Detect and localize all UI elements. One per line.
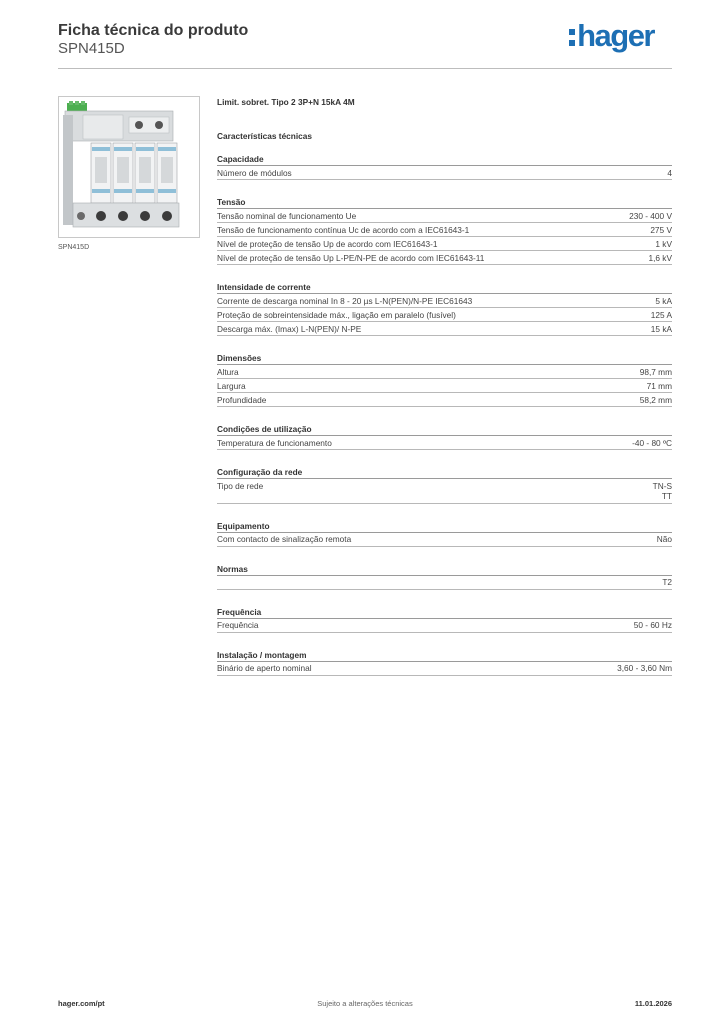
- spec-value-line: 1 kV: [655, 238, 672, 249]
- spec-row: [217, 576, 672, 590]
- spec-row: [217, 209, 672, 223]
- spec-row: [217, 479, 672, 504]
- spec-value: [634, 620, 672, 631]
- spec-value-line: 98,7 mm: [639, 366, 672, 377]
- spec-row: [217, 662, 672, 676]
- spec-value: [653, 481, 672, 502]
- section-title: Instalação / montagem: [217, 649, 672, 662]
- spec-label: Tipo de rede: [217, 480, 264, 491]
- spec-label: Nível de proteção de tensão Up de acordo com IEC61643-1: [217, 238, 438, 249]
- spec-section: [217, 649, 672, 676]
- spec-label: Tensão de funcionamento contínua Uc de acordo com a IEC61643-1: [217, 224, 470, 235]
- section-title: Configuração da rede: [217, 466, 672, 479]
- section-title: Intensidade de corrente: [217, 281, 672, 294]
- spec-row: [217, 379, 672, 393]
- page-header: [58, 20, 672, 70]
- spec-section: [217, 606, 672, 633]
- spec-value-line: 1,6 kV: [648, 252, 672, 263]
- spec-row: [217, 166, 672, 180]
- spec-value: [647, 381, 672, 392]
- spec-row: [217, 294, 672, 308]
- spec-section: [217, 423, 672, 450]
- footer-date: 11.01.2026: [634, 999, 672, 1008]
- section-title: Equipamento: [217, 520, 672, 533]
- spec-label: Frequência: [217, 620, 259, 630]
- spec-value: [655, 296, 672, 307]
- spec-value-line: -40 - 80 ºC: [632, 437, 672, 448]
- spec-value: [655, 239, 672, 250]
- logo-dots-icon: [569, 29, 576, 48]
- spec-row: [217, 365, 672, 379]
- spec-value-line: 58,2 mm: [639, 394, 672, 405]
- spec-label: Descarga máx. (Imax) L-N(PEN)/ N-PE: [217, 323, 362, 334]
- spec-row: [217, 308, 672, 322]
- footer-notice: Sujeito a alterações técnicas: [317, 999, 413, 1008]
- spec-value-line: 3,60 - 3,60 Nm: [617, 663, 672, 673]
- spec-section: [217, 281, 672, 336]
- spec-row: [217, 436, 672, 450]
- spec-value-line: 5 kA: [655, 295, 672, 306]
- spec-label: Temperatura de funcionamento: [217, 437, 332, 448]
- spec-row: [217, 237, 672, 251]
- spec-value: [650, 225, 672, 236]
- spec-value: [662, 577, 672, 588]
- spec-value-line: T2: [662, 577, 672, 587]
- product-image: [58, 96, 200, 238]
- spec-value-line: TT: [661, 491, 672, 501]
- spec-value: [648, 253, 672, 264]
- spec-row: [217, 322, 672, 336]
- logo-text: hager: [577, 18, 654, 53]
- spec-value: [651, 324, 672, 335]
- header-divider: [58, 68, 672, 69]
- product-image-caption: SPN415D: [58, 244, 90, 251]
- spec-label: Nível de proteção de tensão Up L-PE/N-PE de acordo com IEC61643-11: [217, 252, 485, 263]
- spec-value-line: 4: [667, 167, 672, 178]
- section-title: Dimensões: [217, 352, 672, 365]
- spec-value-line: Não: [656, 534, 672, 544]
- page-title: Ficha técnica do produto: [58, 22, 249, 39]
- section-title: Capacidade: [217, 153, 672, 166]
- spec-row: [217, 223, 672, 237]
- spec-value: [651, 310, 672, 321]
- spec-value: [640, 395, 672, 406]
- brand-logo: [569, 18, 654, 54]
- spec-value-line: TN-S: [652, 480, 672, 491]
- spec-label: Número de módulos: [217, 167, 292, 178]
- spec-sections: [217, 153, 672, 676]
- spec-section: [217, 196, 672, 265]
- spec-section: [217, 563, 672, 590]
- spec-label: Binário de aperto nominal: [217, 663, 312, 673]
- surge-protector-image: [59, 97, 199, 237]
- spec-value: [629, 211, 672, 222]
- spec-value: [667, 168, 672, 179]
- spec-label: Profundidade: [217, 394, 267, 405]
- spec-row: [217, 533, 672, 547]
- spec-section: [217, 352, 672, 407]
- spec-label: Com contacto de sinalização remota: [217, 534, 352, 544]
- section-title: Frequência: [217, 606, 672, 619]
- spec-label: Altura: [217, 366, 239, 377]
- spec-value-line: 275 V: [650, 224, 672, 235]
- spec-label: Largura: [217, 380, 246, 391]
- spec-value-line: 50 - 60 Hz: [633, 620, 672, 630]
- spec-value: [617, 663, 672, 674]
- section-title: Normas: [217, 563, 672, 576]
- spec-row: [217, 251, 672, 265]
- spec-row: [217, 393, 672, 407]
- spec-value-line: 15 kA: [650, 323, 672, 334]
- spec-section: [217, 153, 672, 180]
- spec-label: Proteção de sobreintensidade máx., ligação em paralelo (fusível): [217, 309, 456, 320]
- product-description: Limit. sobret. Tipo 2 3P+N 15kA 4M: [217, 97, 355, 107]
- footer-website: hager.com/pt: [58, 999, 105, 1008]
- technical-sheet: [217, 97, 672, 676]
- product-reference: SPN415D: [58, 40, 125, 57]
- spec-row: [217, 619, 672, 633]
- spec-value-line: 125 A: [650, 309, 672, 320]
- section-title: Condições de utilização: [217, 423, 672, 436]
- spec-label: Tensão nominal de funcionamento Ue: [217, 210, 357, 221]
- spec-value: [657, 534, 672, 545]
- spec-value: [632, 438, 672, 449]
- spec-value: [640, 367, 672, 378]
- section-title: Tensão: [217, 196, 672, 209]
- characteristics-heading: Características técnicas: [217, 131, 313, 141]
- spec-label: Corrente de descarga nominal In 8 - 20 µs L-N(PEN)/N-PE IEC61643: [217, 295, 473, 306]
- spec-section: [217, 520, 672, 547]
- spec-value-line: 230 - 400 V: [629, 210, 672, 221]
- spec-section: [217, 466, 672, 504]
- spec-value-line: 71 mm: [646, 380, 672, 391]
